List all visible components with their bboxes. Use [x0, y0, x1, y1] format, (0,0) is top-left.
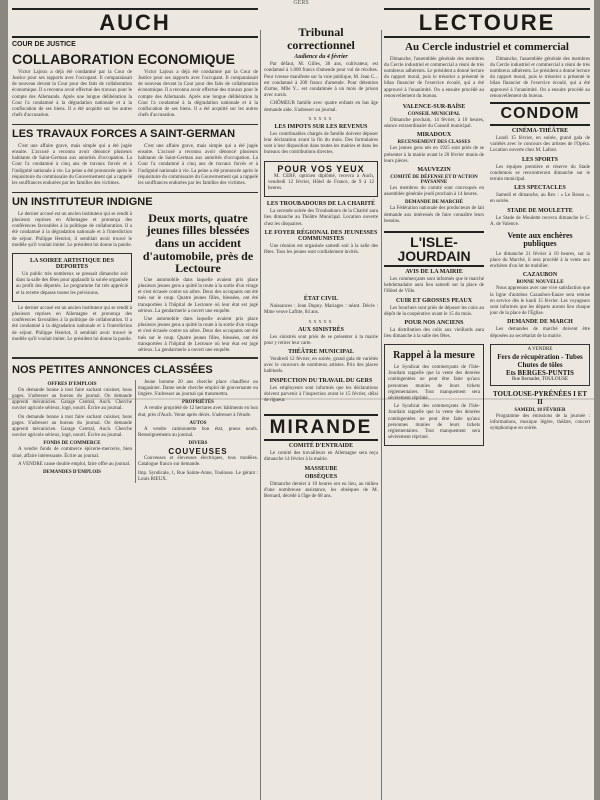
- theatre-body: Vendredi 12 février, en soirée, grand gala de variétés avec le concours de nombreux artistes. Prix des places habituels.: [264, 357, 378, 375]
- cercle-body: Dimanche, l'assemblée générale des membres du Cercle industriel et commercial a réuni de très nombreux adhérents. Le président a donné lecture du rapport moral, puis le trésorier a présenté le bilan financier de l'exercice écoulé, qui a été approuvé à l'unanimité. On a ensuite procédé au renouvellement du bureau.: [384, 56, 484, 99]
- tribunal-body: Par défaut, M. Gilles, 38 ans, cultivateur, est condamné à 1.000 francs d'amende pour vol de récoltes. Pour ivresse manifeste sur la voie publique, M. Jean C... est condamné à 200 francs d'amende. Pour détention d'arme, Mlle Y... est condamnée à un mois de prison avec sursis.: [264, 62, 378, 99]
- column-separator: [260, 30, 261, 800]
- mauvezin-title: MAUVEZIN: [417, 166, 451, 173]
- cazaubon-body: Nous apprenons avec une vive satisfaction que la ligne d'autobus Cazaubon-Eauze sera remise en service dès le lundi 15 février. Les voyageurs sont informés que les départs auront lieu chaque jour de la place de l'Église.: [490, 286, 590, 317]
- miradoux-sub: RECENSEMENT DES CLASSES: [397, 140, 471, 146]
- etat-civil-title: ÉTAT CIVIL: [303, 296, 339, 303]
- right-left-subcolumn: [384, 102, 484, 450]
- charite-body: La seconde soirée des Troubadours de la Charité aura lieu dimanche au Théâtre Municipal. Location ouverte chez les disquaires.: [264, 209, 378, 227]
- pour-vos-yeux-title: POUR VOS YEUX: [277, 163, 365, 174]
- collab-article: [12, 70, 258, 122]
- collab-body: Victor Lajoux a déjà été condamné par la Cour de Justice pour ses rapports avec l'occupant. Il comparaissait de nouveau devant la Cour pour des faits de collaboration économique. Il a reconnu avoir effectué des travaux pour le compte des Allemands. Après une longue délibération la Cour l'a condamné à la dégradation nationale et à la confiscation de ses biens. Il a été acquitté sur les autres chefs d'accusation.: [12, 69, 132, 119]
- radio-body: Programme des émissions de la journée : informations, musique légère, théâtre, concert symphonique en soirée.: [490, 413, 590, 432]
- radio-sub: SAMEDI, 18 FÉVRIER: [514, 407, 566, 413]
- collab-body-cont: Victor Lajoux a déjà été condamné par la Cour de Justice pour ses rapports avec l'occupant. Il comparaissait de nouveau devant la Cour pour des faits de collaboration économique. Il a reconnu avoir effectué des travaux pour le compte des Allemands. Après une longue délibération la Cour l'a condamné à la dégradation nationale et à la confiscation de ses biens. Il a été acquitté sur les autres chefs d'accusation.: [138, 69, 258, 119]
- avis-title: AVIS DE LA MAIRIE: [405, 269, 463, 275]
- mauvezin-body: Les membres du comité sont convoqués en assemblée générale jeudi prochain à 14 heures.: [384, 185, 484, 198]
- soiree-body: Un public très nombreux se pressait dimanche soir dans la salle des fêtes pour applaudir la soirée organisée au profit des déportés. Le programme fut très apprécié et la recette dépasse toutes les prévisions.: [16, 272, 128, 296]
- fonds-title: FONDS DE COMMERCE: [43, 441, 101, 447]
- proprietes-body: A vendre propriété de 12 hectares avec bâtiments en bon état, près d'Auch. Vente après décès. S'adresser à l'étude.: [138, 406, 258, 418]
- lectoure-masthead: LECTOURE: [384, 8, 590, 38]
- masseube-title: MASSEUBE: [304, 465, 338, 472]
- stade-title: STADE DE MOULETTE: [507, 207, 573, 214]
- deux-morts-headline: Deux morts, quatre jeunes filles blessées dans un accident d'automobile, près de Lectoure: [142, 210, 254, 276]
- comite-title: COMITÉ D'ENTRAIDE: [288, 443, 354, 450]
- obseques-title: OBSÈQUES: [304, 473, 338, 480]
- middle-column: [264, 8, 378, 502]
- rule: [12, 192, 258, 193]
- offres-body: On demande bonne à tout faire sachant cuisiner, bons gages. S'adresser au bureau du journal. On demande apprenti mécanicien. Garage Central, Auch. Cherche ouvrier agricole sérieux, logé, nourri. Écrire au journal.: [12, 387, 132, 412]
- inspection-title: INSPECTION DU TRAVAIL DU GERS: [269, 377, 373, 384]
- classified-ads: [12, 380, 258, 483]
- anciens-body: La distribution des colis aux vieillards aura lieu dimanche à la salle des fêtes.: [384, 328, 484, 340]
- sports-title: LES SPORTS: [522, 156, 558, 163]
- etat-civil-body: Naissances : Jean Dupuy. Mariages : néant. Décès : Mme veuve Lafitte, 84 ans.: [264, 304, 378, 316]
- cinema-title: CINÉMA-THÉÂTRE: [511, 127, 569, 134]
- mauvezin-sub: COMITÉ DE DÉFENSE ET D'ACTION PAYSANNE: [390, 174, 478, 185]
- proprietes-title: PROPRIÉTÉS: [182, 400, 214, 406]
- impots-body: Les contribuables chargés de famille doivent déposer leur déclaration avant la fin du mois. Des formulaires sont à leur disposition dans toutes les mairies et dans les bureaux des contributions directes.: [264, 131, 378, 156]
- comite-body: Le comité des travailleurs en Allemagne sera reçu dimanche 14 février à la mairie.: [264, 451, 378, 463]
- instituteur-headline: UN INSTITUTEUR INDIGNE: [12, 196, 153, 209]
- demandes-title: DEMANDES D'EMPLOIS: [43, 470, 101, 476]
- rappel-box: [384, 344, 484, 446]
- demande-title: DEMANDE DE MARCHÉ: [404, 200, 464, 206]
- spectacles-title: LES SPECTACLES: [514, 185, 566, 192]
- travaux-headline: LES TRAVAUX FORCES A SAINT-GERMAN: [12, 128, 236, 141]
- travaux-body: C'est une affaire grave, mais simple qui a été jugée ensuite. L'accusé a reconnu avoir dénoncé plusieurs habitants de Saint-German aux autorités d'occupation. La Cour l'a condamné à cinq ans de travaux forcés et à l'indignité nationale à vie. La peine a été prononcée après le réquisitoire du commissaire du Gouvernement qui a rappelé les souffrances endurées par les familles des victimes.: [12, 143, 132, 187]
- divers-title: DIVERS: [188, 441, 208, 447]
- theatre-title: THÉÂTRE MUNICIPAL: [288, 349, 354, 356]
- separator-dots: xxxxx: [308, 318, 334, 325]
- cazaubon-sub: BONNE NOUVELLE: [516, 280, 564, 286]
- cercle-article: [384, 57, 590, 102]
- travaux-article: [12, 144, 258, 189]
- ad-a-vendre: A VENDRE: [527, 346, 553, 352]
- foyer-title: LE FOYER RÉGIONAL DES JEUNESSES COMMUNISTES: [264, 229, 378, 242]
- marche-body: Les demandes de marché doivent être déposées au secrétariat de la mairie.: [490, 327, 590, 339]
- instituteur-article: [12, 212, 258, 354]
- ad-line-1: Fers de récupération - Tubes: [497, 352, 583, 361]
- sports-body: Les équipes première et réserve du Stade condomois se rencontreront dimanche sur le terrain municipal.: [490, 164, 590, 182]
- demande-body: La Fédération nationale des producteurs de lait demande aux intéressés de faire connaître leurs besoins.: [384, 206, 484, 224]
- radio-title: TOULOUSE-PYRÉNÉES I ET II: [492, 389, 587, 406]
- fonds-body: A vendre fonds de commerce épicerie-mercerie, bien situé, affaire intéressante. Écrire au journal.: [12, 447, 132, 459]
- valence-body: Dimanche prochain, 14 février, à 10 heures, séance extraordinaire du Conseil municipal.: [384, 117, 484, 130]
- autos-title: AUTOS: [189, 420, 207, 426]
- ad-line-3: Ets BERGES-PUNTIS: [506, 368, 574, 377]
- sinistres-title: AUX SINISTRÉS: [298, 326, 344, 333]
- rule: [12, 357, 258, 359]
- cinema-body: Lundi 15 février, en soirée, grand gala de variétés avec le concours des artistes de l'Opéra. Location ouverte chez M. Lafont.: [490, 135, 590, 154]
- rappel-body-cont: Le Syndicat des commerçants de l'Isle-Jourdain rappelle que la vente des denrées contingentées ne peut être faite qu'aux personnes munies de leurs tickets réglementaires. Tout manquement sera sévèrement réprimé.: [388, 404, 480, 441]
- deux-morts-body-cont: Une automobile dans laquelle avaient pris place plusieurs jeunes gens a quitté la route à la sortie d'un virage et s'est écrasée contre un arbre. Deux des occupants ont été tués sur le coup. Quatre jeunes filles, blessées, ont été transportées à l'hôpital de Lectoure où leur état est jugé sérieux. La gendarmerie a ouvert une enquête.: [138, 317, 258, 354]
- instituteur-body-cont: Le dernier accusé est un ancien instituteur qui se rendit à plusieurs reprises en Allemagne et prononça des conférences favorables à la politique de collaboration. Il a été condamné à la dégradation nationale et à l'interdiction de séjour. Philippe Henriot, il semblait avoir trouvé le modèle qu'il voulait imiter. Le président lui donne la parole.: [12, 305, 132, 342]
- foyer-body: Une réunion est organisée samedi soir à la salle des fêtes. Tous les jeunes sont cordialement invités.: [264, 243, 378, 256]
- auch-masthead: AUCH: [12, 8, 258, 38]
- offres-body-cont: On demande bonne à tout faire sachant cuisiner, bons gages. S'adresser au bureau du journal. On demande apprenti mécanicien. Garage Central, Auch. Cherche ouvrier agricole sérieux, logé, nourri. Écrire au journal.: [12, 414, 132, 439]
- spectacles-body: Samedi et dimanche, au Rex : « Le Bossu », en soirée.: [490, 193, 590, 205]
- vente-body: Le dimanche 21 février à 10 heures, sur la place du Marché, il sera procédé à la vente aux enchères d'un lot de mobilier.: [490, 251, 590, 270]
- cercle-body-cont: Dimanche, l'assemblée générale des membres du Cercle industriel et commercial a réuni de très nombreux adhérents. Le président a donné lecture du rapport moral, puis le trésorier a présenté le bilan financier de l'exercice écoulé, qui a été approuvé à l'unanimité. On a ensuite procédé au renouvellement du bureau.: [490, 56, 590, 99]
- folio: GERS: [293, 0, 309, 6]
- cercle-headline: Au Cercle industriel et commercial: [405, 41, 569, 53]
- impots-title: LES IMPOTS SUR LES REVENUS: [274, 123, 368, 130]
- imprimeur-line: Imp. Syndicale, 1, Rue Sainte-Anne, Toulouse. Le gérant : Louis RIEUX.: [138, 470, 258, 482]
- newspaper-page: [8, 0, 594, 800]
- collab-headline: COLLABORATION ECONOMIQUE: [12, 51, 235, 67]
- soiree-title: LA SOIREE ARTISTIQUE DES DEPORTES: [30, 258, 114, 271]
- pour-vos-yeux-body: M. CERF, opticien diplômé, recevra à Auch, vendredi 12 février, Hôtel de France, de 9 à 12 heures.: [268, 173, 374, 192]
- travaux-body-cont: C'est une affaire grave, mais simple qui a été jugée ensuite. L'accusé a reconnu avoir dénoncé plusieurs habitants de Saint-German aux autorités d'occupation. La Cour l'a condamné à cinq ans de travaux forcés et à l'indignité nationale à vie. La peine a été prononcée après le réquisitoire du commissaire du Gouvernement qui a rappelé les souffrances endurées par les familles des victimes.: [138, 143, 258, 187]
- rule: [12, 124, 258, 125]
- column-separator: [381, 30, 382, 800]
- footer-ad: A VENDRE cause double emploi, faire offre au journal.: [18, 461, 131, 467]
- ad-line-4: Rue Bernadet, TOULOUSE: [511, 376, 569, 382]
- demandes-body: Jeune homme 20 ans cherche place chauffeur ou magasinier. Dame seule cherche emploi de gouvernante ou lingère. S'adresser au journal qui transmettra.: [138, 379, 258, 398]
- ad-line-2: Chutes de tôles: [517, 360, 563, 369]
- miradoux-body: Les jeunes gens nés en 1925 sont priés de se présenter à la mairie avant le 20 février munis de leurs pièces.: [384, 146, 484, 164]
- cuir-title: CUIR ET GROSSES PEAUX: [395, 297, 473, 304]
- avis-body: Les commerçants sont informés que le marché hebdomadaire aura lieu samedi sur la place de l'Hôtel de Ville.: [384, 277, 484, 295]
- tribunal-headline: Tribunal correctionnel: [287, 25, 355, 52]
- right-column: [384, 8, 590, 450]
- mirande-masthead: MIRANDE: [264, 414, 378, 441]
- inspection-body: Les employeurs sont informés que les déclarations doivent parvenir à l'inspection avant le 15 février, délai de rigueur.: [264, 385, 378, 404]
- couveuses-body: Couveuses et éleveuses électriques, tous modèles. Catalogue franco sur demande.: [138, 456, 258, 468]
- pour-vos-yeux-box: [264, 161, 378, 198]
- soiree-box: [12, 253, 132, 302]
- stade-body: Le Stade de Moulette recevra dimanche le C. A. de Valence.: [490, 215, 590, 227]
- couveuses-title: COUVEUSES: [168, 447, 228, 457]
- marche-title: DEMANDE DE MARCH: [507, 319, 573, 326]
- sinistres-body: Les sinistrés sont priés de se présenter à la mairie pour y retirer leur carte.: [264, 334, 378, 346]
- rappel-body: Le Syndicat des commerçants de l'Isle-Jourdain rappelle que la vente des denrées contingentées ne peut être faite qu'aux personnes munies de leurs tickets réglementaires. Tout manquement sera sévèrement réprimé.: [388, 364, 480, 401]
- offres-title: OFFRES D'EMPLOIS: [47, 381, 97, 387]
- condom-subcolumn: [490, 102, 590, 450]
- valence-sub: CONSEIL MUNICIPAL: [407, 111, 461, 117]
- instituteur-body: Le dernier accusé est un ancien instituteur qui se rendit à plusieurs reprises en Allemagne et prononça des conférences favorables à la politique de collaboration. Il a été condamné à la dégradation nationale et à l'interdiction de séjour. Philippe Henriot, il semblait avoir trouvé le modèle qu'il voulait imiter. Le président lui donne la parole.: [12, 211, 132, 248]
- tribunal-kicker: Audience du 4 février: [294, 54, 348, 61]
- auch-column: [12, 8, 258, 483]
- vente-headline: Vente aux enchères publiques: [507, 231, 573, 249]
- court-kicker: COUR DE JUSTICE: [12, 41, 76, 48]
- rappel-headline: Rappel à la mesure: [393, 350, 475, 362]
- miradoux-title: MIRADOUX: [416, 132, 452, 139]
- right-lower-split: [384, 102, 590, 450]
- lisle-masthead: L'ISLE-JOURDAIN: [384, 231, 484, 267]
- charite-title: LES TROUBADOURS DE LA CHARITÉ: [266, 201, 376, 208]
- obseques-body: Dimanche dernier à 10 heures ont eu lieu, au milieu d'une nombreuse assistance, les obsèques de M. Bernard, décédé à l'âge de 68 ans.: [264, 481, 378, 500]
- annonces-headline: NOS PETITES ANNONCES CLASSÉES: [12, 364, 213, 377]
- cuir-body: Les bouchers sont priés de déposer les cuirs au dépôt de la coopérative avant le 15 du mois.: [384, 305, 484, 317]
- condom-masthead: CONDOM: [490, 102, 590, 126]
- valence-title: VALENCE-SUR-BAÏSE: [402, 103, 466, 110]
- berges-puntis-ad: [490, 344, 590, 386]
- anciens-title: POUR NOS ANCIENS: [404, 320, 464, 327]
- deux-morts-body: Une automobile dans laquelle avaient pris place plusieurs jeunes gens a quitté la route à la sortie d'un virage et s'est écrasée contre un arbre. Deux des occupants ont été tués sur le coup. Quatre jeunes filles, blessées, ont été transportées à l'hôpital de Lectoure où leur état est jugé sérieux. La gendarmerie a ouvert une enquête.: [138, 277, 258, 314]
- separator-dots: xxxxx: [308, 115, 334, 122]
- chomeur-body: CHÔMEUR famille avec quatre enfants en bas âge demande aide. S'adresser au journal.: [264, 101, 378, 113]
- autos-body: A vendre camionnette bon état, pneus neufs. Renseignements au journal.: [138, 426, 258, 438]
- cazaubon-title: CAZAUBON: [522, 272, 558, 279]
